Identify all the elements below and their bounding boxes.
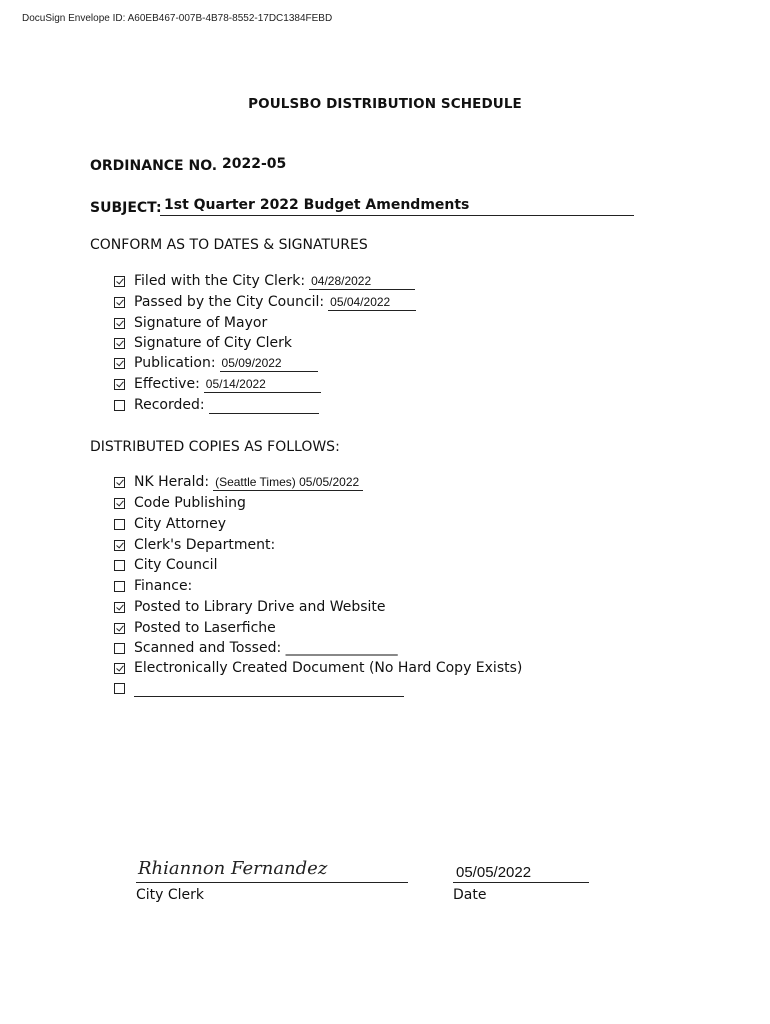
- checkbox-unchecked[interactable]: [114, 560, 125, 571]
- subject-value: 1st Quarter 2022 Budget Amendments: [164, 197, 470, 213]
- checkbox-checked[interactable]: [114, 498, 125, 509]
- conform-item-effective: [114, 374, 321, 394]
- item-label: Filed with the City Clerk:: [134, 273, 306, 289]
- dist-item-city-attorney: [114, 514, 226, 534]
- checkbox-unchecked[interactable]: [114, 581, 125, 592]
- effective-date-field[interactable]: 05/14/2022: [204, 376, 321, 393]
- checkbox-unchecked[interactable]: [114, 400, 125, 411]
- conform-item-recorded: [114, 395, 319, 415]
- checkbox-checked[interactable]: [114, 338, 125, 349]
- item-label: NK Herald:: [134, 474, 210, 490]
- conform-item-passed: [114, 292, 416, 312]
- dist-item-code-publishing: [114, 493, 246, 513]
- item-label: Electronically Created Document (No Hard Copy Exists): [134, 660, 523, 676]
- checkbox-checked[interactable]: [114, 297, 125, 308]
- conform-item-filed: [114, 271, 415, 291]
- dist-item-finance: [114, 576, 192, 596]
- signature-role: City Clerk: [136, 887, 205, 903]
- dist-item-clerks-department: [114, 535, 275, 555]
- checkbox-checked[interactable]: [114, 379, 125, 390]
- publication-date-field[interactable]: 05/09/2022: [220, 355, 318, 372]
- item-label: Code Publishing: [134, 495, 246, 511]
- dist-item-nk-herald: [114, 472, 363, 492]
- checkbox-checked[interactable]: [114, 663, 125, 674]
- item-label: Publication:: [134, 355, 216, 371]
- item-label: Passed by the City Council:: [134, 294, 325, 310]
- ordinance-label: ORDINANCE NO.: [90, 158, 218, 174]
- blank-line-field[interactable]: [134, 680, 404, 697]
- item-label: City Attorney: [134, 516, 227, 532]
- dist-item-library-website: [114, 597, 386, 617]
- item-label: Clerk's Department:: [134, 537, 276, 553]
- checkbox-checked[interactable]: [114, 276, 125, 287]
- passed-date-field[interactable]: 05/04/2022: [328, 294, 416, 311]
- signature-date: 05/05/2022: [456, 864, 532, 881]
- item-label: Finance:: [134, 578, 193, 594]
- distributed-heading: DISTRIBUTED COPIES AS FOLLOWS:: [90, 439, 340, 455]
- dist-item-blank: [114, 678, 404, 698]
- envelope-id: DocuSign Envelope ID: A60EB467-007B-4B78-8552-17DC1384FEBD: [22, 13, 333, 24]
- dist-item-city-council: [114, 555, 217, 575]
- item-label: Effective:: [134, 376, 200, 392]
- item-label: Scanned and Tossed: ________________: [134, 640, 398, 656]
- dist-item-electronic-document: [114, 658, 522, 678]
- item-label: Posted to Library Drive and Website: [134, 599, 386, 615]
- nk-herald-field[interactable]: (Seattle Times) 05/05/2022: [213, 474, 363, 491]
- ordinance-number: 2022-05: [222, 156, 287, 172]
- date-label: Date: [453, 887, 487, 903]
- clerk-signature: Rhiannon Fernandez: [138, 858, 328, 879]
- item-label: Signature of Mayor: [134, 315, 268, 331]
- page-title: POULSBO DISTRIBUTION SCHEDULE: [248, 96, 522, 112]
- checkbox-checked[interactable]: [114, 318, 125, 329]
- conform-item-mayor-signature: [114, 313, 267, 333]
- subject-label: SUBJECT:: [90, 200, 162, 216]
- checkbox-checked[interactable]: [114, 623, 125, 634]
- subject-field: [160, 196, 634, 216]
- conform-heading: CONFORM AS TO DATES & SIGNATURES: [90, 237, 368, 253]
- item-label: Posted to Laserfiche: [134, 620, 276, 636]
- checkbox-checked[interactable]: [114, 358, 125, 369]
- checkbox-checked[interactable]: [114, 602, 125, 613]
- dist-item-laserfiche: [114, 618, 276, 638]
- date-line: [453, 862, 589, 883]
- checkbox-unchecked[interactable]: [114, 683, 125, 694]
- checkbox-unchecked[interactable]: [114, 643, 125, 654]
- signature-line: [136, 860, 408, 883]
- conform-item-clerk-signature: [114, 333, 292, 353]
- checkbox-unchecked[interactable]: [114, 519, 125, 530]
- dist-item-scanned-tossed: [114, 638, 398, 658]
- filed-date-field[interactable]: 04/28/2022: [309, 273, 415, 290]
- item-label: Signature of City Clerk: [134, 335, 292, 351]
- item-label: City Council: [134, 557, 218, 573]
- item-label: Recorded:: [134, 397, 205, 413]
- checkbox-checked[interactable]: [114, 540, 125, 551]
- checkbox-checked[interactable]: [114, 477, 125, 488]
- conform-item-publication: [114, 353, 318, 373]
- recorded-date-field[interactable]: [209, 397, 319, 414]
